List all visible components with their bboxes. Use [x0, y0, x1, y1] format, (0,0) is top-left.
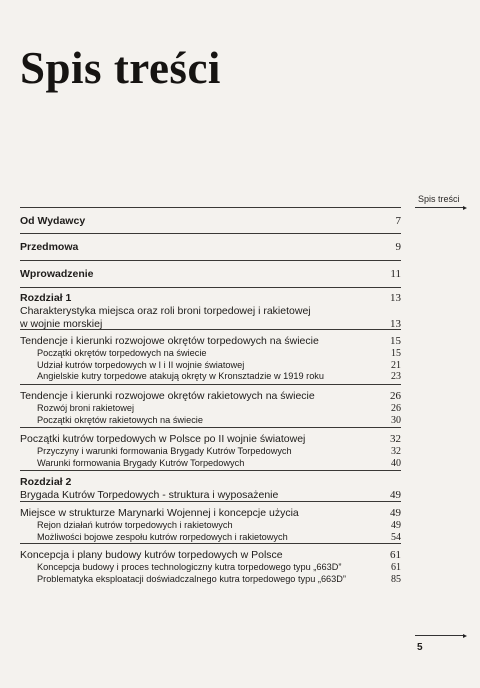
toc-entry-page: 11 [390, 268, 401, 280]
toc-entry [20, 360, 401, 372]
page-number: 5 [417, 642, 423, 653]
toc-section [20, 427, 401, 470]
toc-entry [20, 390, 401, 403]
toc-section [20, 501, 401, 543]
toc-entry-page: 85 [391, 573, 401, 585]
toc-entry-page: 13 [390, 318, 401, 330]
toc-entry-page: 7 [395, 215, 401, 227]
running-header-rule [415, 207, 464, 208]
toc-entry-title: Od Wydawcy [20, 215, 86, 227]
toc-section [20, 260, 401, 287]
toc-entry [20, 446, 401, 458]
toc-entry-page: 61 [390, 549, 401, 561]
toc-entry [20, 292, 401, 305]
toc-entry-title: Początki kutrów torpedowych w Polsce po II wojnie światowej [20, 433, 306, 445]
toc-entry [20, 489, 401, 502]
toc-entry-page: 13 [390, 292, 401, 304]
toc-entry [20, 507, 401, 520]
toc-entry-title: Tendencje i kierunki rozwojowe okrętów torpedowych na świecie [20, 335, 319, 347]
toc-entry [20, 532, 401, 544]
toc-entry-page: 15 [390, 335, 401, 347]
toc-entry-title: Początki okrętów rakietowych na świecie [37, 414, 203, 425]
toc-entry-page: 49 [390, 507, 401, 519]
toc-entry [20, 348, 401, 360]
toc-entry-title: Charakterystyka miejsca oraz roli broni torpedowej i rakietowej [20, 305, 311, 317]
toc-entry-page: 26 [390, 390, 401, 402]
toc-entry [20, 562, 401, 574]
toc-entry [20, 266, 401, 281]
running-header: Spis treści [418, 194, 460, 204]
toc-entry-page: 49 [390, 489, 401, 501]
toc-entry-title: Koncepcja i plany budowy kutrów torpedowych w Polsce [20, 549, 283, 561]
toc-section [20, 233, 401, 260]
toc-entry [20, 476, 401, 489]
toc-entry-page: 54 [391, 531, 401, 543]
toc-section [20, 543, 401, 588]
toc-entry-title: Problematyka eksploatacji doświadczalnego kutra torpedowego typu „663D” [37, 573, 346, 584]
toc-entry [20, 520, 401, 532]
toc-entry [20, 433, 401, 446]
toc-entry-title: Brygada Kutrów Torpedowych - struktura i wyposażenie [20, 489, 279, 501]
toc-section [20, 207, 401, 233]
toc-entry [20, 305, 401, 318]
toc-entry-page: 30 [391, 414, 401, 426]
toc-entry-title: Przedmowa [20, 241, 79, 253]
toc-entry-title: Możliwości bojowe zespołu kutrów rorpedowych i rakietowych [37, 531, 288, 542]
toc-entry-page: 26 [391, 403, 401, 414]
toc-section [20, 329, 401, 384]
toc-entry-title: Przyczyny i warunki formowania Brygady Kutrów Torpedowych [37, 446, 292, 456]
toc-entry-title: Rozdział 2 [20, 476, 72, 488]
toc-entry-title: Rozwój broni rakietowej [37, 403, 135, 413]
toc-entry-page: 49 [391, 520, 401, 531]
toc-section [20, 384, 401, 427]
toc-entry-page: 23 [391, 371, 401, 382]
toc-entry-title: Wprowadzenie [20, 268, 94, 280]
page-title: Spis treści [20, 43, 221, 93]
toc-entry [20, 403, 401, 415]
toc-entry [20, 574, 401, 586]
toc-entry-title: Koncepcja budowy i proces technologiczny kutra torpedowego typu „663D” [37, 562, 342, 572]
toc-entry-title: Początki okrętów torpedowych na świecie [37, 348, 207, 358]
footer-rule [415, 635, 464, 636]
toc-entry [20, 458, 401, 470]
table-of-contents [20, 207, 401, 588]
toc-section [20, 287, 401, 329]
toc-section [20, 470, 401, 501]
toc-entry [20, 318, 401, 331]
toc-entry-page: 32 [391, 446, 401, 457]
toc-entry-page: 9 [395, 241, 401, 253]
toc-entry-title: Tendencje i kierunki rozwojowe okrętów rakietowych na świecie [20, 390, 315, 402]
toc-entry-title: Udział kutrów torpedowych w I i II wojnie światowej [37, 359, 245, 370]
toc-entry-page: 40 [391, 457, 401, 469]
toc-entry-title: w wojnie morskiej [20, 318, 103, 330]
toc-entry [20, 415, 401, 427]
toc-entry-title: Miejsce w strukturze Marynarki Wojennej i koncepcje użycia [20, 507, 299, 519]
toc-entry [20, 335, 401, 348]
toc-entry-page: 61 [391, 562, 401, 573]
toc-entry [20, 213, 401, 228]
toc-entry-page: 15 [391, 348, 401, 359]
toc-entry [20, 549, 401, 562]
toc-entry [20, 371, 401, 383]
toc-entry-title: Warunki formowania Brygady Kutrów Torpedowych [37, 457, 245, 468]
toc-entry-title: Rejon działań kutrów torpedowych i rakietowych [37, 520, 233, 530]
toc-entry-title: Rozdział 1 [20, 292, 72, 304]
toc-entry-page: 21 [391, 359, 401, 371]
toc-entry-page: 32 [390, 433, 401, 445]
toc-entry-title: Angielskie kutry torpedowe atakują okręty w Kronsztadzie w 1919 roku [37, 371, 325, 381]
toc-entry [20, 239, 401, 254]
